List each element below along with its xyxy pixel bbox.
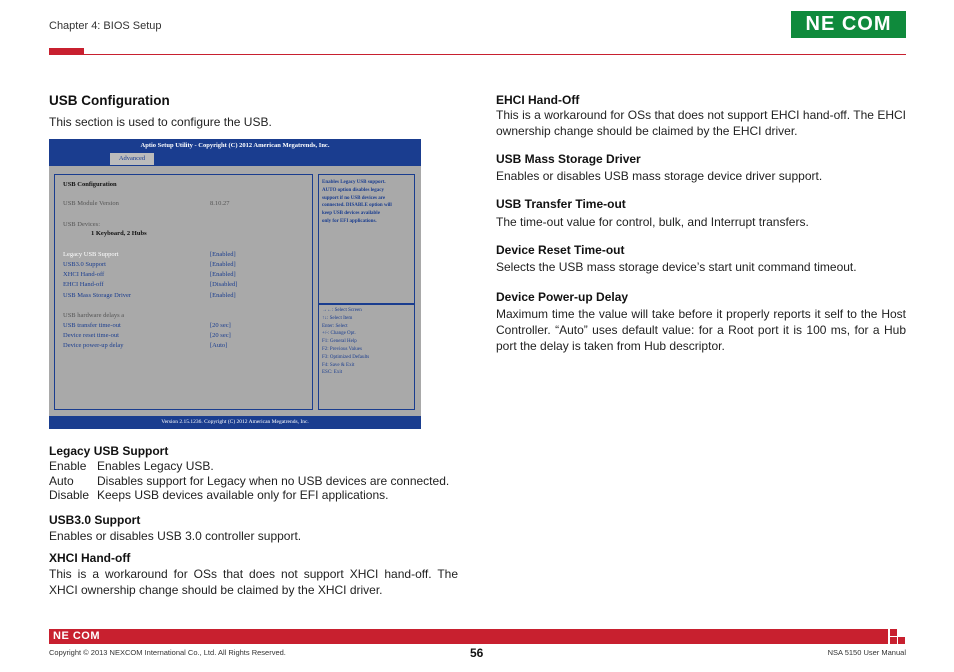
bios-key-line: +/-: Change Opt.: [322, 331, 356, 337]
xhci-text: This is a workaround for OSs that does not support XHCI hand-off. The XHCI ownership change should be claimed by the XHCI driver.: [49, 567, 458, 597]
bios-key-line: ↑↓: Select Item: [322, 315, 353, 321]
section-title: USB Configuration: [49, 93, 170, 108]
mass-storage-heading: USB Mass Storage Driver: [496, 152, 641, 166]
bios-section-title: USB Configuration: [63, 181, 117, 188]
option-key: Enable: [49, 459, 87, 473]
footer-copyright: Copyright © 2013 NEXCOM International Co., Ltd. All Rights Reserved.: [49, 648, 286, 657]
legacy-usb-heading: Legacy USB Support: [49, 444, 169, 458]
bios-help-line: only for EFI applications.: [322, 218, 377, 224]
bios-module-label: USB Module Version: [63, 200, 119, 207]
bios-item-powerup-delay-value[interactable]: [Auto]: [210, 342, 228, 349]
mass-storage-text: Enables or disables USB mass storage device driver support.: [496, 169, 823, 183]
bios-devices-value: 1 Keyboard, 2 Hubs: [91, 230, 147, 237]
footer-square: [890, 637, 897, 644]
usb30-text: Enables or disables USB 3.0 controller support.: [49, 529, 302, 543]
option-key: Disable: [49, 488, 90, 502]
bios-item-usb30[interactable]: USB3.0 Support: [63, 261, 106, 268]
option-key: Auto: [49, 474, 74, 488]
bios-module-value: 8.10.27: [210, 200, 230, 207]
bios-item-mass-storage[interactable]: USB Mass Storage Driver: [63, 292, 132, 299]
bios-key-legend: [322, 307, 369, 377]
bios-item-legacy-usb-value[interactable]: [Enabled]: [210, 251, 236, 258]
transfer-timeout-heading: USB Transfer Time-out: [496, 197, 626, 211]
bios-title-bar: Aptio Setup Utility - Copyright (C) 2012 American Megatrends, Inc.: [49, 139, 421, 152]
section-intro: This section is used to configure the USB.: [49, 115, 272, 129]
bios-key-line: F4: Save & Exit: [322, 362, 355, 368]
bios-item-usb30-value[interactable]: [Enabled]: [210, 261, 236, 268]
bios-key-line: Enter: Select: [322, 323, 348, 329]
bios-item-xhci[interactable]: XHCI Hand-off: [63, 271, 105, 278]
nexcom-logo: NE COM: [791, 11, 906, 38]
powerup-delay-heading: Device Power-up Delay: [496, 290, 629, 304]
header-divider: [49, 54, 906, 55]
reset-timeout-text: Selects the USB mass storage device’s start unit command timeout.: [496, 260, 857, 274]
xhci-heading: XHCI Hand-off: [49, 551, 131, 565]
bios-help-line: keep USB devices available: [322, 211, 380, 217]
bios-hw-delays-label: USB hardware delays a: [63, 312, 125, 319]
footer-square: [890, 629, 897, 636]
bios-footer-bar: Version 2.15.1236. Copyright (C) 2012 American Megatrends, Inc.: [49, 416, 421, 429]
ehci-heading: EHCI Hand-Off: [496, 93, 580, 107]
bios-item-transfer-timeout[interactable]: USB transfer time-out: [63, 322, 121, 329]
bios-item-reset-timeout[interactable]: Device reset time-out: [63, 332, 119, 339]
bios-key-line: →←: Select Screen: [322, 308, 362, 313]
bios-tab-advanced[interactable]: Advanced: [110, 153, 154, 165]
ehci-text: This is a workaround for OSs that does not support EHCI hand-off. The EHCI ownership change should be claimed by the EHCI driver.: [496, 108, 906, 138]
bios-help-line: connected. DISABLE option will: [322, 203, 392, 209]
bios-help-text: [322, 179, 392, 226]
page-number: 56: [470, 646, 484, 660]
bios-key-line: F3: Optimized Defaults: [322, 354, 370, 360]
option-desc: Enables Legacy USB.: [97, 459, 214, 473]
bios-item-ehci-value[interactable]: [Disabled]: [210, 281, 238, 288]
bios-item-ehci[interactable]: EHCI Hand-off: [63, 281, 104, 288]
bios-item-reset-timeout-value[interactable]: [20 sec]: [210, 332, 231, 339]
bios-item-xhci-value[interactable]: [Enabled]: [210, 271, 236, 278]
footer-logo: NE COM: [53, 630, 100, 642]
bios-help-line: support if no USB devices are: [322, 195, 386, 201]
bios-tab-bar: [49, 152, 421, 166]
reset-timeout-heading: Device Reset Time-out: [496, 243, 625, 257]
footer-square: [898, 637, 905, 644]
option-desc: Keeps USB devices available only for EFI applications.: [97, 488, 389, 502]
bios-item-mass-storage-value[interactable]: [Enabled]: [210, 292, 236, 299]
footer-bar: [49, 629, 888, 644]
bios-help-line: Enables Legacy USB support.: [322, 180, 386, 185]
powerup-delay-text: Maximum time the value will take before it properly reports it self to the Host Controller. “Auto” uses default value: for a Root port it is 100 ms, for a Hub port the delay is taken from Hub descriptor.: [496, 307, 906, 353]
transfer-timeout-text: The time-out value for control, bulk, and Interrupt transfers.: [496, 215, 809, 229]
bios-item-legacy-usb[interactable]: Legacy USB Support: [63, 251, 119, 258]
bios-devices-label: USB Devices:: [63, 221, 101, 228]
bios-help-line: AUTO option disables legacy: [322, 187, 384, 193]
bios-item-transfer-timeout-value[interactable]: [20 sec]: [210, 322, 231, 329]
bios-key-line: F2: Previous Values: [322, 346, 362, 352]
bios-key-line: ESC: Exit: [322, 370, 343, 376]
bios-screenshot: [49, 139, 421, 429]
bios-item-powerup-delay[interactable]: Device power-up delay: [63, 342, 124, 349]
bios-key-line: F1: General Help: [322, 339, 357, 345]
option-desc: Disables support for Legacy when no USB devices are connected.: [97, 474, 450, 488]
usb30-heading: USB3.0 Support: [49, 513, 141, 527]
chapter-title: Chapter 4: BIOS Setup: [49, 20, 162, 32]
manual-title: NSA 5150 User Manual: [827, 648, 906, 657]
